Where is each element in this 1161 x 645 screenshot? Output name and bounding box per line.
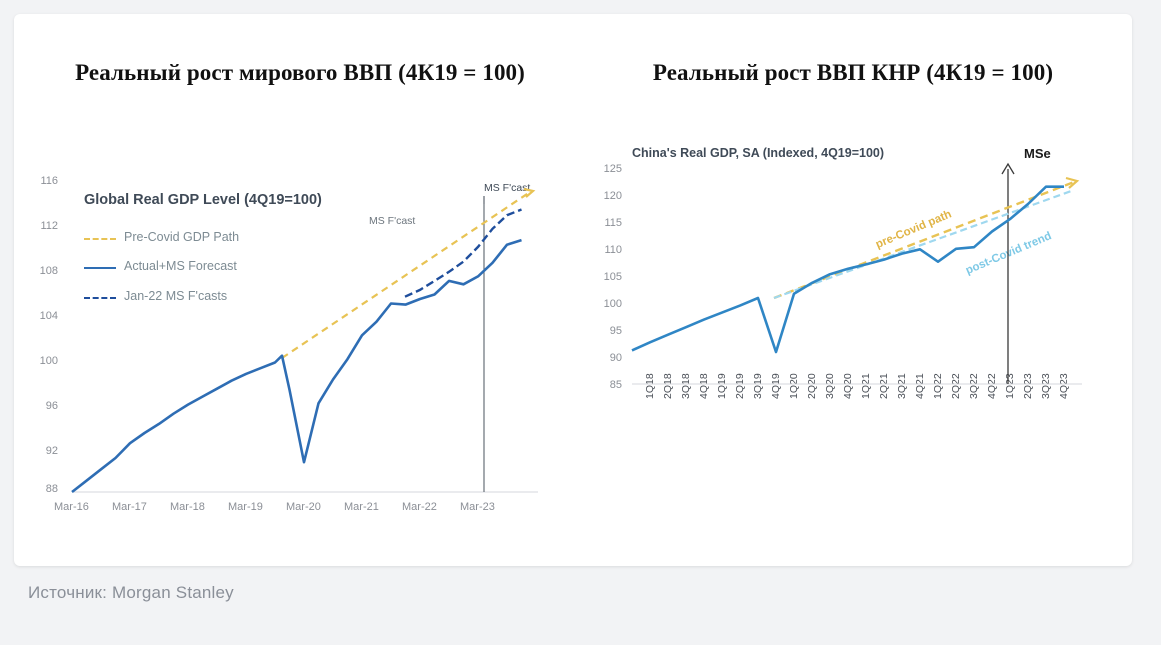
xtick-china-2q18: 2Q18: [662, 373, 674, 399]
xtick-china-2q22: 2Q22: [950, 373, 962, 399]
ytick-china-115: 115: [604, 217, 622, 229]
xtick-china-2q20: 2Q20: [806, 373, 818, 399]
ytick-96: 96: [45, 400, 58, 412]
annotation-ms-forecast-inline: MS F'cast: [369, 215, 416, 227]
xtick-china-1q21: 1Q21: [860, 373, 872, 399]
xtick-china-4q20: 4Q20: [842, 373, 854, 399]
xtick-china-4q18: 4Q18: [698, 373, 710, 399]
chart-china-real-gdp: [574, 14, 1132, 566]
ytick-china-125: 125: [603, 163, 622, 175]
xtick-mar-18: Mar-18: [170, 501, 205, 513]
annotation-mse: MSe: [1024, 146, 1051, 161]
xtick-mar-16: Mar-16: [54, 501, 89, 513]
slide-card: [14, 14, 1132, 566]
xtick-mar-19: Mar-19: [228, 501, 263, 513]
xtick-china-2q23: 2Q23: [1022, 373, 1034, 399]
xtick-china-3q23: 3Q23: [1040, 373, 1052, 399]
ytick-china-105: 105: [603, 271, 622, 283]
xtick-mar-17: Mar-17: [112, 501, 147, 513]
xtick-mar-22: Mar-22: [402, 501, 437, 513]
xtick-china-1q22: 1Q22: [932, 373, 944, 399]
xtick-china-3q22: 3Q22: [968, 373, 980, 399]
chart-inner-title-china: China's Real GDP, SA (Indexed, 4Q19=100): [632, 146, 885, 160]
ytick-china-85: 85: [609, 379, 622, 391]
chart-inner-title-global: Global Real GDP Level (4Q19=100): [84, 192, 322, 208]
chart-china-plot-svg: [574, 14, 1132, 566]
source-note: Источник: Morgan Stanley: [28, 583, 234, 602]
xtick-china-3q20: 3Q20: [824, 373, 836, 399]
legend-label-pre-covid: Pre-Covid GDP Path: [124, 230, 240, 244]
xtick-china-1q23: 1Q23: [1004, 373, 1016, 399]
xtick-mar-20: Mar-20: [286, 501, 321, 513]
panel-china-gdp: [574, 14, 1132, 566]
series-line-china-post-covid: [774, 190, 1074, 298]
legend-label-actual: Actual+MS Forecast: [124, 259, 237, 273]
xtick-china-2q21: 2Q21: [878, 373, 890, 399]
xtick-mar-23: Mar-23: [460, 501, 495, 513]
xtick-china-4q21: 4Q21: [914, 373, 926, 399]
ytick-92: 92: [45, 445, 58, 457]
ytick-china-100: 100: [603, 298, 622, 310]
series-line-pre-covid-path: [282, 192, 530, 358]
xtick-china-4q19: 4Q19: [770, 373, 782, 399]
ytick-108: 108: [39, 265, 58, 277]
xtick-china-4q23: 4Q23: [1058, 373, 1070, 399]
ytick-104: 104: [39, 310, 58, 322]
ytick-116: 116: [40, 175, 58, 187]
xtick-china-4q22: 4Q22: [986, 373, 998, 399]
annotation-ms-forecast-arrow: MS F'cast: [484, 182, 531, 194]
ytick-china-110: 110: [604, 244, 622, 256]
annotation-pre-covid-path: pre-Covid path: [874, 208, 954, 252]
panel-title-china: Реальный рост ВВП КНР (4К19 = 100): [652, 60, 1054, 85]
xtick-mar-21: Mar-21: [344, 501, 379, 513]
series-line-actual-ms-forecast: [72, 240, 522, 492]
xtick-china-2q19: 2Q19: [734, 373, 746, 399]
xtick-china-3q21: 3Q21: [896, 373, 908, 399]
ytick-china-120: 120: [603, 190, 622, 202]
ytick-100: 100: [39, 355, 58, 367]
legend-label-jan22: Jan-22 MS F'casts: [124, 289, 228, 303]
xtick-china-3q19: 3Q19: [752, 373, 764, 399]
panel-title-global: Реальный рост мирового ВВП (4К19 = 100): [75, 60, 525, 85]
annotation-post-covid-trend: post-Covid trend: [964, 230, 1054, 278]
ytick-112: 112: [40, 220, 58, 232]
xtick-china-3q18: 3Q18: [680, 373, 692, 399]
xtick-china-1q18: 1Q18: [644, 373, 656, 399]
panel-global-gdp: [14, 14, 574, 566]
xtick-china-1q20: 1Q20: [788, 373, 800, 399]
ytick-china-95: 95: [609, 325, 622, 337]
ytick-china-90: 90: [609, 352, 622, 364]
chart-global-real-gdp: [14, 14, 574, 566]
chart-global-plot-svg: [14, 14, 574, 566]
xtick-china-1q19: 1Q19: [716, 373, 728, 399]
ytick-88: 88: [45, 483, 58, 495]
